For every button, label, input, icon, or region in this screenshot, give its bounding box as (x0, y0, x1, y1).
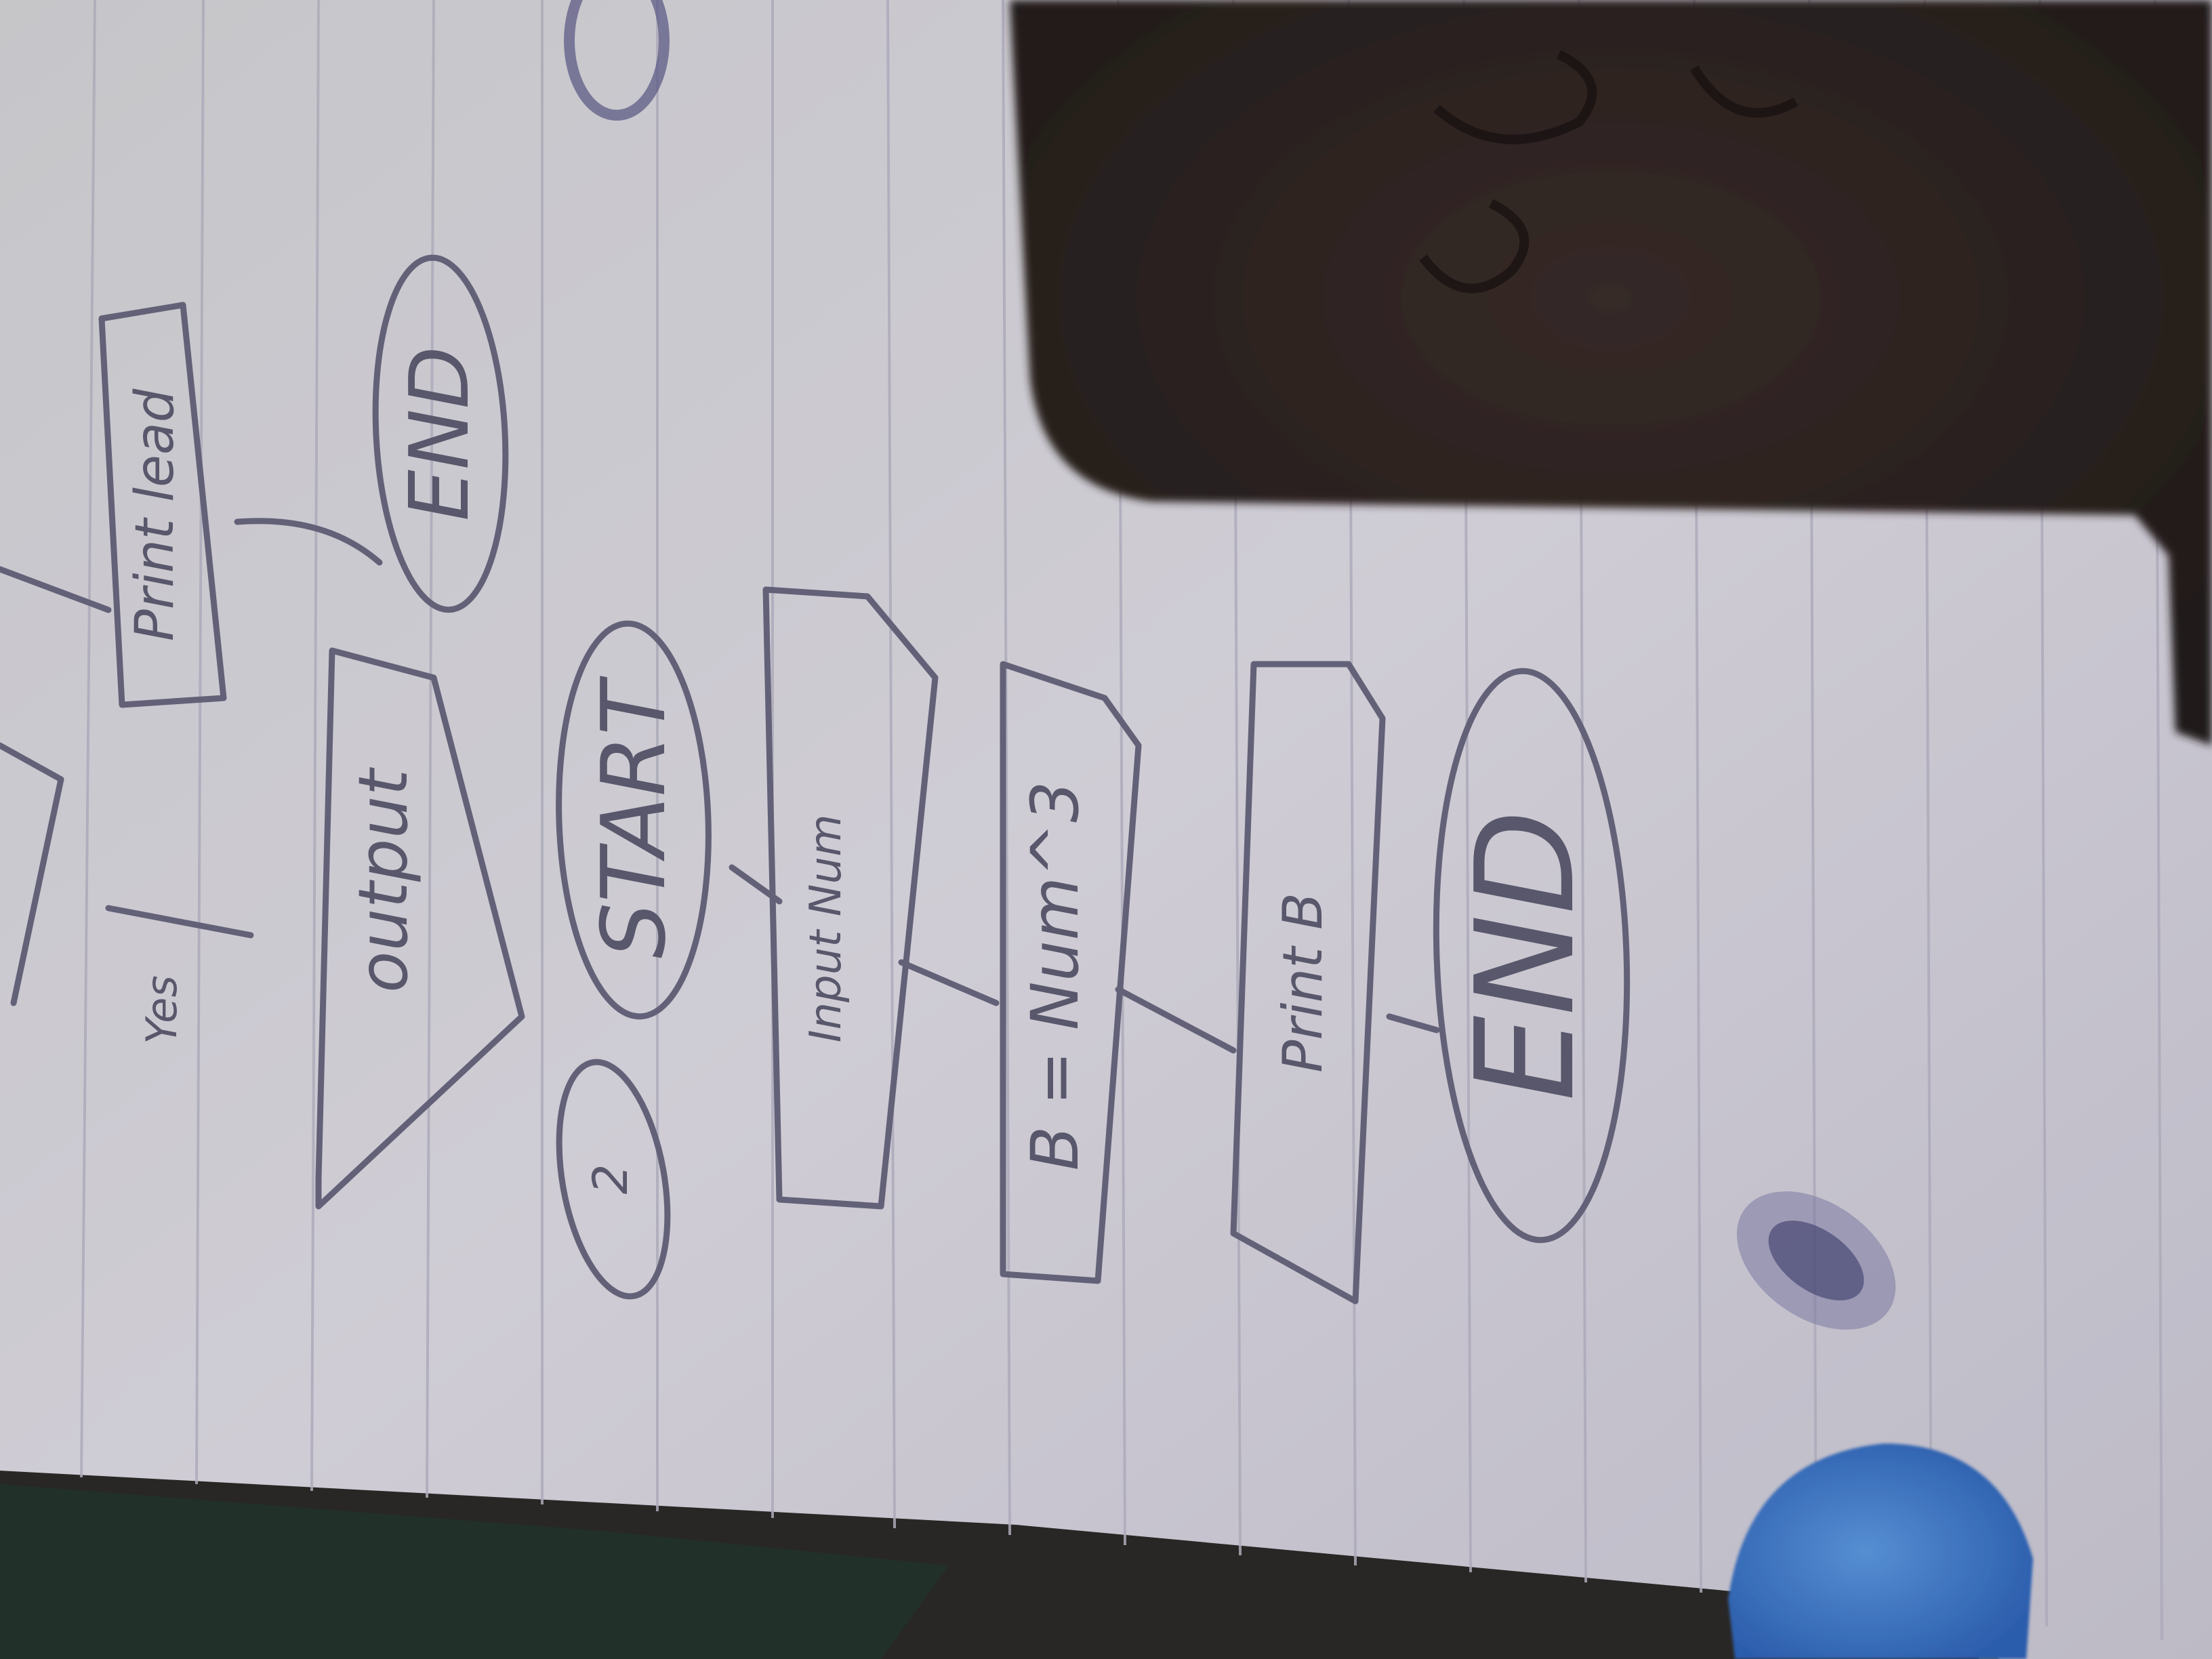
label-end-left: END (393, 346, 487, 521)
label-connector: 2 (583, 1164, 638, 1195)
label-print-b: Print B (1271, 893, 1334, 1073)
label-input-num: Input Num (801, 814, 851, 1043)
label-end-main: END (1447, 810, 1605, 1101)
label-output: output (344, 769, 423, 993)
label-print-lead: Print lead (125, 388, 186, 642)
label-process: B = Num^3 (1017, 781, 1093, 1171)
label-yes: Yes (137, 975, 186, 1044)
label-start: START (582, 681, 685, 959)
